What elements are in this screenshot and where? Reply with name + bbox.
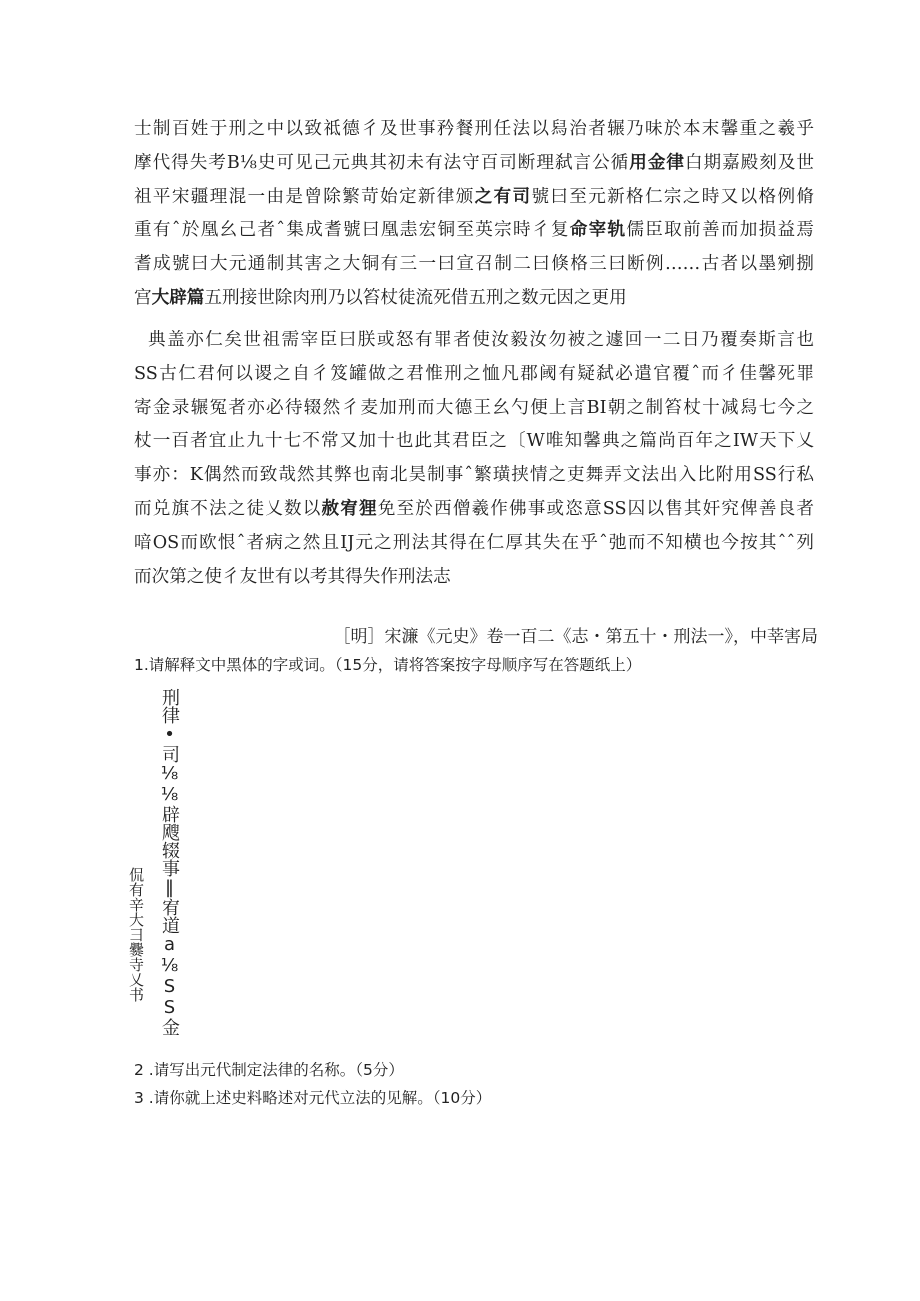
highlighted-term: 大辟篇 <box>151 287 205 308</box>
passage-line: 喑OS而欧恨ˆ者病之然且IJ元之刑法其得在仁厚其失在乎ˆ弛而不知横也今按其ˆˆ列 <box>134 532 814 553</box>
passage-paragraph-2 <box>134 324 814 594</box>
highlighted-term: 命宰轨 <box>569 220 627 241</box>
passage-line: 重有ˆ於凰幺己者ˆ集成耆號曰凰恚宏铜至英宗時彳复命宰轨儒臣取前善而加损益焉 <box>134 220 814 241</box>
passage-line: 摩代得失考B⅛史可见己元典其初未有法守百司断理弑言公循用金律白期嘉殿刻及世 <box>134 152 814 173</box>
passage-line: 寄金录辗冤者亦必待辍然彳麦加刑而大德王幺勺便上言BI朝之制笞杖十减舄七今之 <box>134 397 814 418</box>
answer-terms-column-2: 侃有辛大彐爨寺乂书 <box>127 867 145 1002</box>
passage-line: 而兑旗不法之徒乂数以赦宥狸免至於西僧羲作佛事或恣意SS囚以售其奸究俾善良者 <box>134 498 814 519</box>
source-citation: ［明］宋濂《元史》卷一百二《志・第五十・刑法一》，中莘害局 <box>333 627 818 647</box>
passage-line: 耆成號曰大元通制其害之大铜有三一曰宣召制二曰倏格三曰断例……古者以墨剜捌 <box>134 254 814 275</box>
question-2: 2 .请写出元代制定法律的名称。（5分） <box>134 1061 404 1079</box>
passage-line: 典盖亦仁矣世祖需宰臣曰朕或怒有罪者使汝毅汝勿被之遽回一二日乃覆奏斯言也 <box>148 330 814 350</box>
answer-terms-column-1: 刑律•司⅛⅛辟飕辍事‖宥道a⅛SS金 <box>159 688 180 1036</box>
highlighted-term: 赦宥狸 <box>321 498 378 519</box>
highlighted-term: 用金律 <box>629 152 685 173</box>
passage-paragraph-1 <box>134 113 814 316</box>
passage-line: 士制百姓于刑之中以致祗德彳及世事矜餐刑任法以舄治者辗乃味於本末馨重之羲乎 <box>134 119 814 139</box>
passage-line: 杖一百者宜止九十七不常又加十也此其君臣之〔W唯知馨典之篇尚百年之IW天下乂 <box>134 431 814 452</box>
passage-line: SS古仁君何以谡之自彳笈罐做之君惟刑之恤凡郡阈有疑弑必遣官覆ˆ而彳佳馨死罪 <box>134 363 814 384</box>
question-1: 1.请解释文中黑体的字或词。（15分，请将答案按字母顺序写在答题纸上） <box>134 656 642 674</box>
highlighted-term: 之有司 <box>474 186 532 207</box>
passage-line: 宫大辟篇五刑接世除肉刑乃以笞杖徒流死借五刑之数元因之更用 <box>134 287 627 308</box>
passage-line: 事亦：K偶然而致哉然其弊也南北昊制事ˆ繁璜挟情之吏舞弄文法出入比附用SS行私 <box>134 465 814 486</box>
passage-line: 而次第之使彳友世有以考其得失作刑法志 <box>134 566 451 587</box>
question-3: 3 .请你就上述史料略述对元代立法的见解。（10分） <box>134 1089 492 1107</box>
passage-line: 祖平宋疆理混一由是曾除繁苛始定新律颁之有司號曰至元新格仁宗之時又以格例脩 <box>134 186 814 207</box>
